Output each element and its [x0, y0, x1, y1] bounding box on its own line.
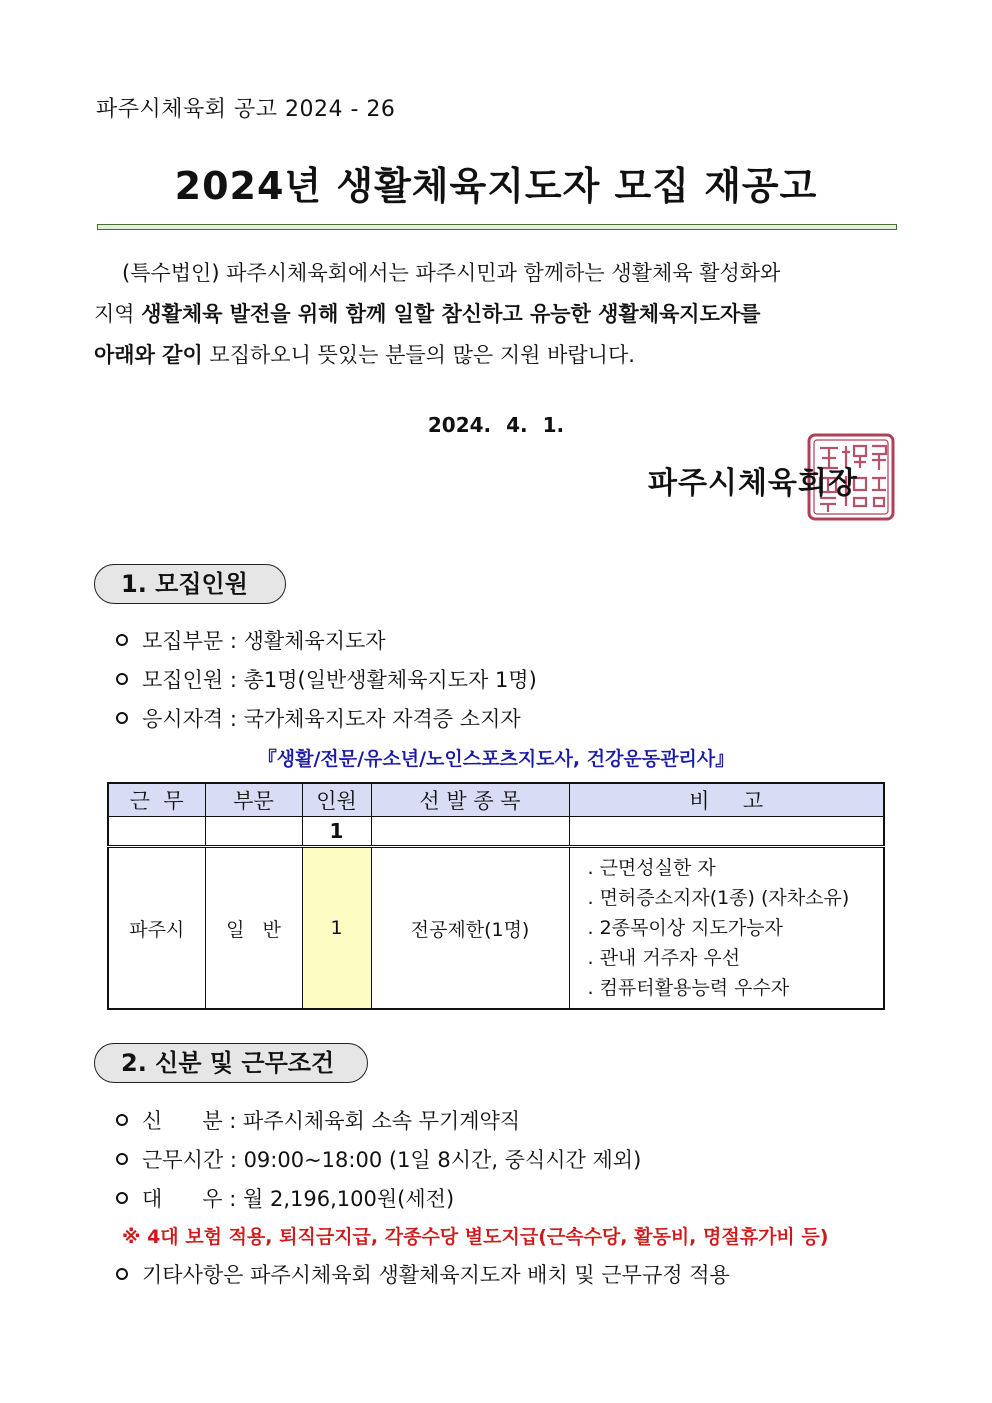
table-header-row [108, 783, 884, 817]
section-2-item [116, 1144, 641, 1174]
selection-cell: 전공제한(1명) [371, 847, 569, 1010]
note-item: . 컴퓨터활용능력 우수자 [587, 977, 790, 999]
section-1-item [116, 664, 537, 694]
note-item: . 2종목이상 지도가능자 [587, 917, 783, 939]
section-1-item [116, 625, 386, 655]
notice-number: 파주시체육회 공고 2024 - 26 [96, 97, 396, 122]
bullet-circle-icon [116, 634, 128, 646]
section-2-heading: 2. 신분 및 근무조건 [94, 1043, 368, 1083]
header-notes: 비 고 [569, 783, 884, 817]
recruit-count: 모집인원 : 총1명(일반생활체육지도자 1명) [142, 668, 537, 692]
section-2-item [116, 1105, 520, 1135]
bullet-circle-icon [116, 673, 128, 685]
qualification-note: 『생활/전문/유소년/노인스포츠지도사, 건강운동관리사』 [257, 748, 735, 770]
section-2-item [116, 1259, 730, 1289]
insurance-note: ※ 4대 보험 적용, 퇴직금지급, 각종수당 별도지급(근속수당, 활동비, 명절휴가비 등) [122, 1226, 829, 1248]
page-title: 2024년 생활체육지도자 모집 재공고 [174, 164, 818, 208]
employment-status: 신 분 : 파주시체육회 소속 무기계약직 [142, 1109, 521, 1133]
bullet-circle-icon [116, 1268, 128, 1280]
header-dept: 부문 [205, 783, 302, 817]
section-2-item [116, 1183, 454, 1213]
intro-line-3-rest: 모집하오니 뜻있는 분들의 많은 지원 바랍니다. [202, 343, 635, 367]
bullet-circle-icon [116, 712, 128, 724]
table-total-row [108, 817, 884, 847]
total-cell [205, 817, 302, 847]
total-cell [371, 817, 569, 847]
recruit-field: 모집부문 : 생활체육지도자 [142, 629, 386, 653]
note-item: . 관내 거주자 우선 [587, 947, 741, 969]
work-hours: 근무시간 : 09:00~18:00 (1일 8시간, 중식시간 제외) [142, 1148, 642, 1172]
intro-line-1: (특수법인) 파주시체육회에서는 파주시민과 함께하는 생활체육 활성화와 [122, 261, 781, 285]
intro-line-2-bold: 생활체육 발전을 위해 함께 일할 참신하고 유능한 생활체육지도자를 [141, 302, 761, 326]
dept-cell: 일 반 [205, 847, 302, 1010]
recruitment-table [107, 782, 885, 1010]
section-1-heading: 1. 모집인원 [94, 564, 286, 604]
intro-line-2-prefix: 지역 [94, 302, 142, 326]
intro-line-3-bold: 아래와 같이 [94, 343, 203, 367]
header-count: 인원 [302, 783, 371, 817]
total-count-cell: 1 [302, 817, 371, 847]
section-1-item [116, 703, 521, 733]
intro-paragraph [94, 253, 900, 376]
title-divider [97, 224, 897, 230]
table-row [108, 847, 884, 1010]
note-item: . 근면성실한 자 [587, 857, 716, 879]
intro-line-3 [94, 335, 900, 376]
count-cell: 1 [302, 847, 371, 1010]
note-item: . 면허증소지자(1종) (자차소유) [587, 887, 850, 909]
total-cell [108, 817, 205, 847]
header-work: 근 무 [108, 783, 205, 817]
other-matters: 기타사항은 파주시체육회 생활체육지도자 배치 및 근무규정 적용 [142, 1263, 730, 1287]
notes-cell [569, 847, 884, 1010]
qualification: 응시자격 : 국가체육지도자 자격증 소지자 [142, 707, 521, 731]
header-selection: 선 발 종 목 [371, 783, 569, 817]
bullet-circle-icon [116, 1153, 128, 1165]
bullet-circle-icon [116, 1114, 128, 1126]
notice-date: 2024. 4. 1. [427, 413, 565, 437]
intro-line-2 [94, 294, 900, 335]
bullet-circle-icon [116, 1192, 128, 1204]
organization-head: 파주시체육회장 [648, 466, 858, 501]
total-cell [569, 817, 884, 847]
work-location-cell: 파주시 [108, 847, 205, 1010]
salary: 대 우 : 월 2,196,100원(세전) [142, 1187, 455, 1211]
